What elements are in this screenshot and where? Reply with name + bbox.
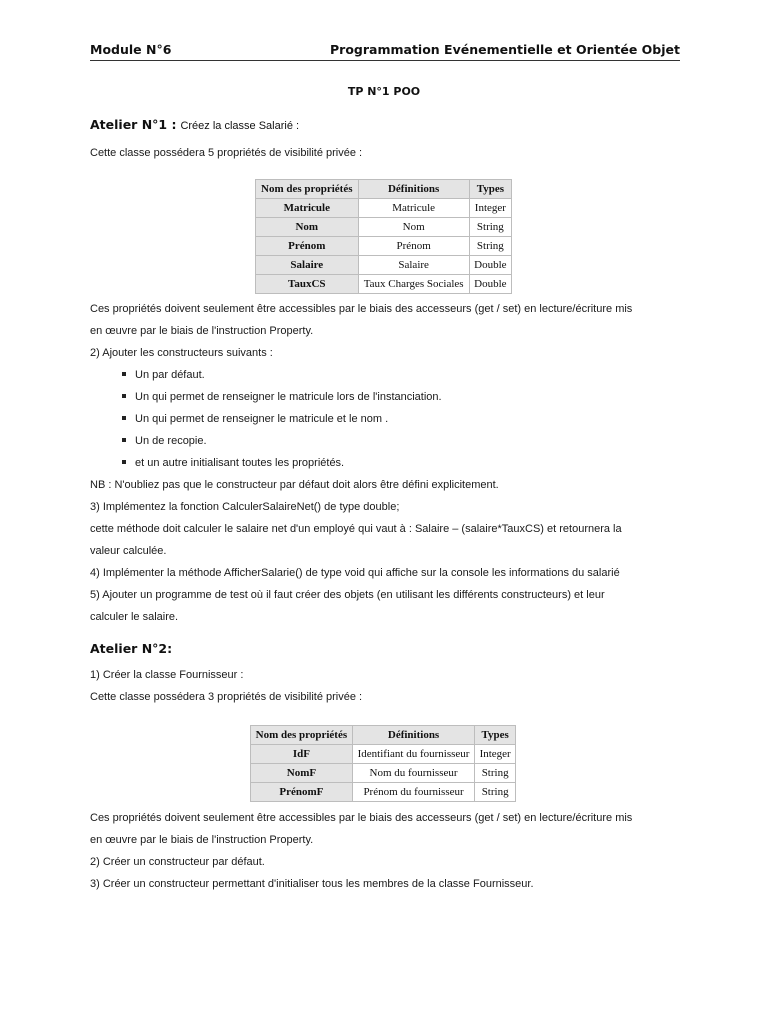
table-cell-name: TauxCS: [256, 275, 359, 294]
atelier1-properties-table: [255, 179, 512, 294]
square-bullet-icon: [122, 416, 126, 420]
table-row: [256, 256, 512, 275]
page-header: [90, 40, 680, 61]
table-row: [251, 745, 516, 764]
list-item: Un qui permet de renseigner le matricule et le nom .: [122, 412, 388, 426]
table-cell-type: Integer: [475, 745, 516, 764]
table-cell-def: Prénom: [358, 237, 469, 256]
table-cell-def: Prénom du fournisseur: [352, 783, 474, 802]
atelier2-step2: 2) Créer un constructeur par défaut.: [90, 856, 265, 868]
table-cell-type: Double: [469, 275, 511, 294]
table-cell-type: Integer: [469, 199, 511, 218]
table-cell-type: Double: [469, 256, 511, 275]
table-row: [256, 218, 512, 237]
atelier1-nb: NB : N'oubliez pas que le constructeur par défaut doit alors être défini explicitement.: [90, 479, 499, 491]
table-header-cell: Définitions: [358, 180, 469, 199]
atelier1-step3: 3) Implémentez la fonction CalculerSalaireNet() de type double;: [90, 501, 400, 513]
square-bullet-icon: [122, 372, 126, 376]
table-header-cell: Types: [475, 726, 516, 745]
atelier1-step3-desc2: valeur calculée.: [90, 545, 167, 557]
table-row: [256, 199, 512, 218]
atelier1-step5-line1: 5) Ajouter un programme de test où il faut créer des objets (en utilisant les différents constructeurs) et leur: [90, 589, 605, 601]
table-header-cell: Types: [469, 180, 511, 199]
atelier2-access-line2: en œuvre par le biais de l'instruction Property.: [90, 834, 314, 846]
list-item: Un par défaut.: [122, 368, 205, 382]
table-cell-type: String: [475, 783, 516, 802]
atelier1-step2: 2) Ajouter les constructeurs suivants :: [90, 347, 273, 359]
table-row: [251, 783, 516, 802]
atelier1-intro: Cette classe possédera 5 propriétés de visibilité privée :: [90, 147, 363, 159]
table-row: [256, 237, 512, 256]
atelier1-step5-line2: calculer le salaire.: [90, 611, 179, 623]
table-header-cell: Nom des propriétés: [251, 726, 353, 745]
atelier1-step4: 4) Implémenter la méthode AfficherSalarie() de type void qui affiche sur la console les informations du salarié: [90, 567, 620, 579]
table-cell-name: Salaire: [256, 256, 359, 275]
table-cell-name: PrénomF: [251, 783, 353, 802]
atelier2-access-line1: Ces propriétés doivent seulement être accessibles par le biais des accesseurs (get / set) en lecture/écriture mis: [90, 812, 633, 824]
table-cell-def: Identifiant du fournisseur: [352, 745, 474, 764]
table-cell-def: Matricule: [358, 199, 469, 218]
table-cell-name: Nom: [256, 218, 359, 237]
list-item: et un autre initialisant toutes les propriétés.: [122, 456, 344, 470]
list-item: Un qui permet de renseigner le matricule lors de l'instanciation.: [122, 390, 442, 404]
table-cell-def: Taux Charges Sociales: [358, 275, 469, 294]
list-item: Un de recopie.: [122, 434, 207, 448]
atelier1-heading: [90, 117, 299, 132]
atelier1-access-line1: Ces propriétés doivent seulement être accessibles par le biais des accesseurs (get / set) en lecture/écriture mis: [90, 303, 633, 315]
table-row: [256, 275, 512, 294]
table-cell-type: String: [469, 237, 511, 256]
table-cell-type: String: [475, 764, 516, 783]
document-title: TP N°1 POO: [347, 85, 421, 98]
table-cell-def: Nom: [358, 218, 469, 237]
table-header-cell: Nom des propriétés: [256, 180, 359, 199]
table-cell-name: Prénom: [256, 237, 359, 256]
table-cell-def: Nom du fournisseur: [352, 764, 474, 783]
table-row: [251, 764, 516, 783]
table-cell-name: NomF: [251, 764, 353, 783]
atelier1-heading-label: Atelier N°1 :: [90, 117, 177, 132]
square-bullet-icon: [122, 438, 126, 442]
square-bullet-icon: [122, 394, 126, 398]
atelier1-subheading: Créez la classe Salarié :: [180, 120, 300, 132]
table-header-row: [256, 180, 512, 199]
atelier2-properties-table: [250, 725, 516, 802]
atelier2-step1: 1) Créer la classe Fournisseur :: [90, 669, 244, 681]
atelier1-access-line2: en œuvre par le biais de l'instruction Property.: [90, 325, 314, 337]
table-cell-name: IdF: [251, 745, 353, 764]
atelier2-intro: Cette classe possédera 3 propriétés de visibilité privée :: [90, 691, 363, 703]
atelier2-heading: Atelier N°2:: [90, 641, 173, 656]
atelier1-step3-desc1: cette méthode doit calculer le salaire net d'un employé qui vaut à : Salaire – (salaire*TauxCS) et retournera la: [90, 523, 622, 535]
header-module: Module N°6: [90, 42, 172, 57]
square-bullet-icon: [122, 460, 126, 464]
table-cell-type: String: [469, 218, 511, 237]
table-cell-def: Salaire: [358, 256, 469, 275]
table-header-cell: Définitions: [352, 726, 474, 745]
atelier2-step3: 3) Créer un constructeur permettant d'initialiser tous les membres de la classe Fournisseur.: [90, 878, 534, 890]
table-cell-name: Matricule: [256, 199, 359, 218]
header-course: Programmation Evénementielle et Orientée Objet: [330, 42, 680, 57]
table-header-row: [251, 726, 516, 745]
